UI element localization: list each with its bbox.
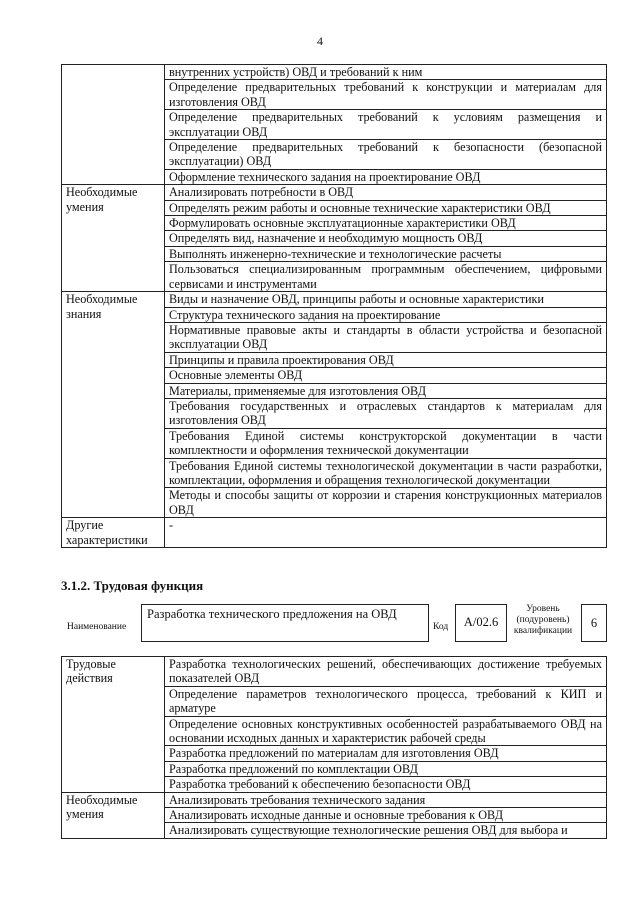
function-name: Разработка технического предложения на ОВД	[141, 604, 429, 642]
row-description: Разработка предложений по комплектации ОВД	[165, 761, 607, 776]
row-description: Анализировать исходные данные и основные требования к ОВД	[165, 808, 607, 823]
table-row	[62, 65, 607, 80]
row-description: Анализировать требования технического задания	[165, 792, 607, 807]
row-description: Требования Единой системы технологической документации в части разработки, комплектации, оформления и обращения технологической документации	[165, 458, 607, 488]
table-row	[62, 657, 607, 687]
row-description: Определение предварительных требований к безопасности (безопасной эксплуатации) ОВД	[165, 140, 607, 170]
row-description: Определение предварительных требований к условиям размещения и эксплуатации ОВД	[165, 110, 607, 140]
row-description: Формулировать основные эксплуатационные характеристики ОВД	[165, 216, 607, 231]
row-description: Определять режим работы и основные технические характеристики ОВД	[165, 200, 607, 215]
row-description: Нормативные правовые акты и стандарты в области устройства и безопасной эксплуатации ОВД	[165, 322, 607, 352]
row-group-label	[62, 65, 165, 185]
row-description: Требования Единой системы конструкторской документации в части комплектности и оформления технической документации	[165, 428, 607, 458]
row-description: Определение предварительных требований к конструкции и материалам для изготовления ОВД	[165, 80, 607, 110]
row-description: Определение основных конструктивных особенностей разрабатываемого ОВД на основании исходных данных и характеристик рабочей среды	[165, 716, 607, 746]
row-description: -	[165, 518, 607, 548]
row-description: Разработка предложений по материалам для изготовления ОВД	[165, 746, 607, 761]
row-description: Методы и способы защиты от коррозии и старения конструкционных материалов ОВД	[165, 488, 607, 518]
row-description: Анализировать потребности в ОВД	[165, 185, 607, 200]
row-description: Принципы и правила проектирования ОВД	[165, 352, 607, 367]
labor-actions-table	[61, 656, 607, 839]
row-group-label: Другие характеристики	[62, 518, 165, 548]
row-description: Материалы, применяемые для изготовления ОВД	[165, 383, 607, 398]
row-description: Пользоваться специализированным программным обеспечением, цифровыми сервисами и инструментами	[165, 262, 607, 292]
row-description: Требования государственных и отраслевых стандартов к материалам для изготовления ОВД	[165, 398, 607, 428]
table-row	[62, 518, 607, 548]
row-description: Анализировать существующие технологические решения ОВД для выбора и	[165, 823, 607, 838]
function-code: A/02.6	[455, 604, 507, 642]
requirements-table	[61, 64, 607, 548]
table-row	[62, 185, 607, 200]
row-group-label: Трудовые действия	[62, 657, 165, 793]
name-caption: Наименование	[67, 622, 127, 632]
row-description: внутренних устройств) ОВД и требований к ним	[165, 65, 607, 80]
page-number: 4	[317, 34, 323, 48]
row-description: Определять вид, назначение и необходимую мощность ОВД	[165, 231, 607, 246]
row-description: Основные элементы ОВД	[165, 368, 607, 383]
row-description: Определение параметров технологического процесса, требований к КИП и арматуре	[165, 686, 607, 716]
qualification-level: 6	[581, 604, 607, 642]
code-caption: Код	[433, 622, 449, 632]
function-header	[61, 604, 607, 644]
row-group-label: Необходимые знания	[62, 292, 165, 518]
level-caption: Уровень (подуровень) квалификации	[513, 604, 573, 636]
row-group-label: Необходимые умения	[62, 792, 165, 838]
table-row	[62, 292, 607, 307]
row-description: Разработка требований к обеспечению безопасности ОВД	[165, 777, 607, 792]
row-description: Виды и назначение ОВД, принципы работы и основные характеристики	[165, 292, 607, 307]
row-description: Структура технического задания на проектирование	[165, 307, 607, 322]
row-description: Оформление технического задания на проектирование ОВД	[165, 169, 607, 184]
row-group-label: Необходимые умения	[62, 185, 165, 292]
row-description: Разработка технологических решений, обеспечивающих достижение требуемых показателей ОВД	[165, 657, 607, 687]
section-title: 3.1.2. Трудовая функция	[61, 578, 204, 593]
table-row	[62, 792, 607, 807]
row-description: Выполнять инженерно-технические и технологические расчеты	[165, 246, 607, 261]
